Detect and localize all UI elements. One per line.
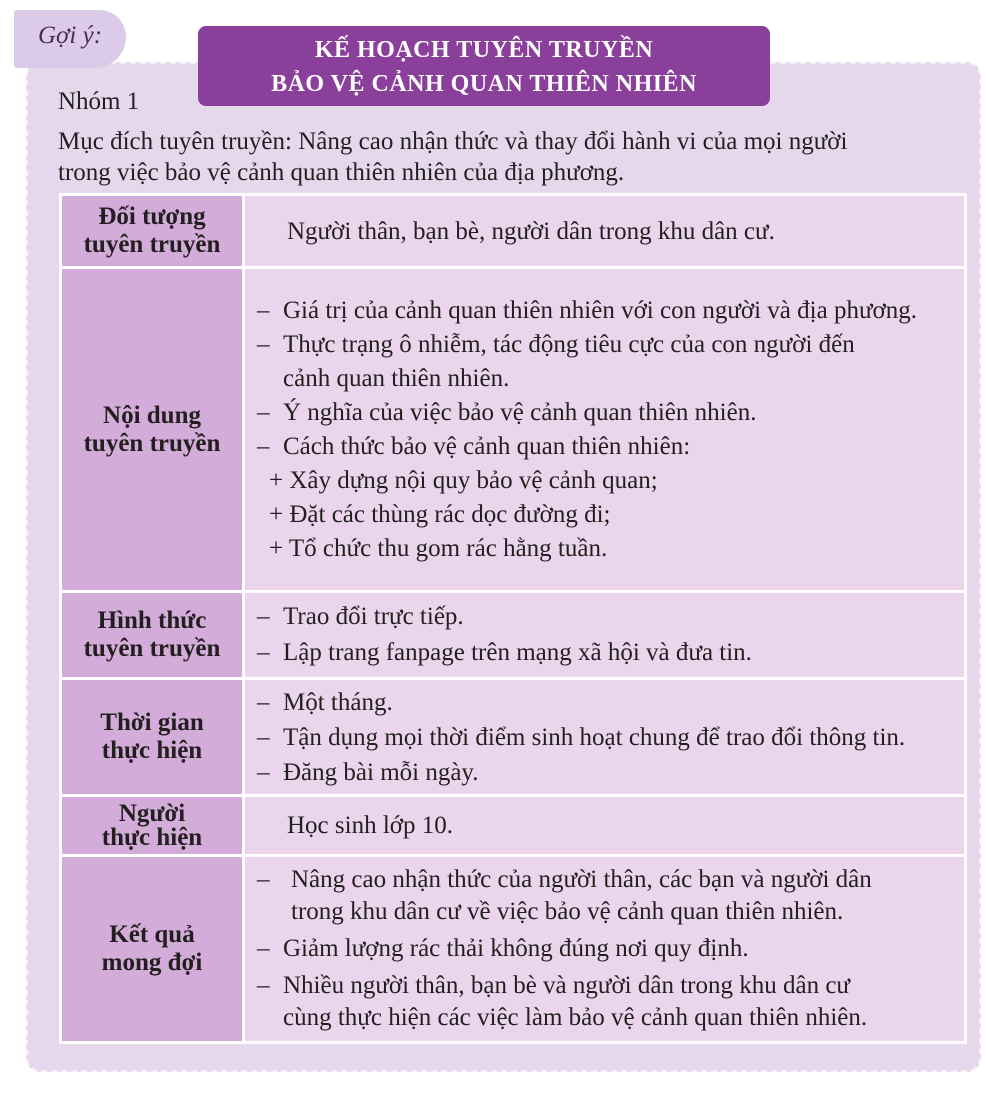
content-line: Thực trạng ô nhiễm, tác động tiêu cực của con người đến	[283, 330, 855, 358]
row-label-audience	[62, 196, 242, 266]
dash-marker: –	[257, 723, 270, 751]
list-item	[257, 685, 958, 720]
dash-marker: –	[257, 296, 270, 324]
table-row	[62, 797, 964, 854]
plan-title-line-1: KẾ HOẠCH TUYÊN TRUYỀN	[314, 37, 654, 63]
table-row	[62, 857, 964, 1041]
label-line: mong đợi	[101, 949, 203, 976]
list-item	[257, 430, 958, 464]
hint-tag: Gợi ý:	[14, 10, 126, 68]
list-item	[257, 396, 958, 430]
group-label: Nhóm 1	[58, 88, 140, 115]
sub-item: + Tổ chức thu gom rác hằng tuần.	[269, 534, 608, 562]
content-line: Lập trang fanpage trên mạng xã hội và đưa tin.	[283, 639, 752, 666]
dash-marker: –	[257, 935, 270, 962]
content-line: Một tháng.	[283, 688, 393, 716]
plan-table	[59, 193, 967, 1044]
label-line: Nội dung	[103, 401, 201, 429]
label-line: tuyên truyền	[83, 231, 221, 258]
label-line: thực hiện	[101, 823, 203, 851]
dash-marker: –	[257, 603, 270, 630]
row-label-duration	[62, 680, 242, 794]
row-label-outcome	[62, 857, 242, 1041]
list-item	[257, 970, 958, 1034]
row-content-duration	[245, 680, 964, 794]
content-line: Đăng bài mỗi ngày.	[283, 758, 479, 786]
sub-item: + Đặt các thùng rác dọc đường đi;	[269, 500, 611, 528]
dash-marker: –	[257, 398, 270, 426]
purpose-line-2: trong việc bảo vệ cảnh quan thiên nhiên của địa phương.	[58, 159, 625, 186]
label-line: Thời gian	[100, 709, 204, 736]
row-content-executor	[245, 797, 964, 854]
content-line: trong khu dân cư về việc bảo vệ cảnh quan thiên nhiên.	[291, 898, 844, 925]
table-row	[62, 680, 964, 794]
row-label-format	[62, 593, 242, 677]
table-row	[62, 593, 964, 677]
row-content-outcome	[245, 857, 964, 1041]
dash-marker: –	[257, 432, 270, 460]
content-line: Nhiều người thân, bạn bè và người dân trong khu dân cư	[283, 972, 850, 999]
row-label-executor	[62, 797, 242, 854]
plan-title	[198, 26, 770, 106]
label-line: tuyên truyền	[83, 635, 221, 662]
row-content-audience	[245, 196, 964, 266]
plan-title-line-2: BẢO VỆ CẢNH QUAN THIÊN NHIÊN	[271, 71, 697, 97]
list-item	[257, 755, 958, 790]
dash-marker: –	[257, 639, 270, 666]
row-content-format	[245, 593, 964, 677]
dash-marker: –	[257, 972, 270, 999]
content-line: Giá trị của cảnh quan thiên nhiên với con người và địa phương.	[283, 296, 917, 324]
content-line: Người thân, bạn bè, người dân trong khu dân cư.	[287, 217, 775, 245]
row-label-content	[62, 269, 242, 590]
dash-marker: –	[257, 866, 270, 893]
dash-marker: –	[257, 758, 270, 786]
list-item	[257, 328, 958, 396]
list-item	[257, 294, 958, 328]
table-row	[62, 196, 964, 266]
list-item	[257, 864, 958, 928]
content-line: Trao đổi trực tiếp.	[283, 603, 464, 630]
content-line: cảnh quan thiên nhiên.	[283, 364, 510, 392]
purpose-line-1: Mục đích tuyên truyền: Nâng cao nhận thức và thay đổi hành vi của mọi người	[58, 128, 848, 155]
list-item	[257, 720, 958, 755]
content-line: Cách thức bảo vệ cảnh quan thiên nhiên:	[283, 432, 691, 460]
label-line: thực hiện	[101, 737, 203, 764]
content-line: cùng thực hiện các việc làm bảo vệ cảnh quan thiên nhiên.	[283, 1004, 868, 1031]
row-content-content	[245, 269, 964, 590]
content-line: Nâng cao nhận thức của người thân, các bạn và người dân	[291, 866, 872, 893]
label-line: Người	[118, 799, 186, 827]
list-item	[257, 635, 958, 671]
content-line: Học sinh lớp 10.	[287, 812, 453, 839]
list-item	[257, 599, 958, 635]
dash-marker: –	[257, 330, 270, 358]
sub-item: + Xây dựng nội quy bảo vệ cảnh quan;	[269, 466, 658, 494]
dash-marker: –	[257, 688, 270, 716]
purpose-text	[58, 126, 958, 188]
content-line: Tận dụng mọi thời điểm sinh hoạt chung để trao đổi thông tin.	[283, 723, 906, 751]
content-line: Ý nghĩa của việc bảo vệ cảnh quan thiên nhiên.	[283, 398, 757, 426]
list-item	[257, 933, 958, 965]
label-line: Kết quả	[109, 921, 195, 948]
label-line: Đối tượng	[98, 203, 206, 230]
label-line: Hình thức	[97, 607, 207, 634]
table-row	[62, 269, 964, 590]
label-line: tuyên truyền	[83, 429, 221, 457]
content-line: Giảm lượng rác thải không đúng nơi quy định.	[283, 935, 749, 962]
